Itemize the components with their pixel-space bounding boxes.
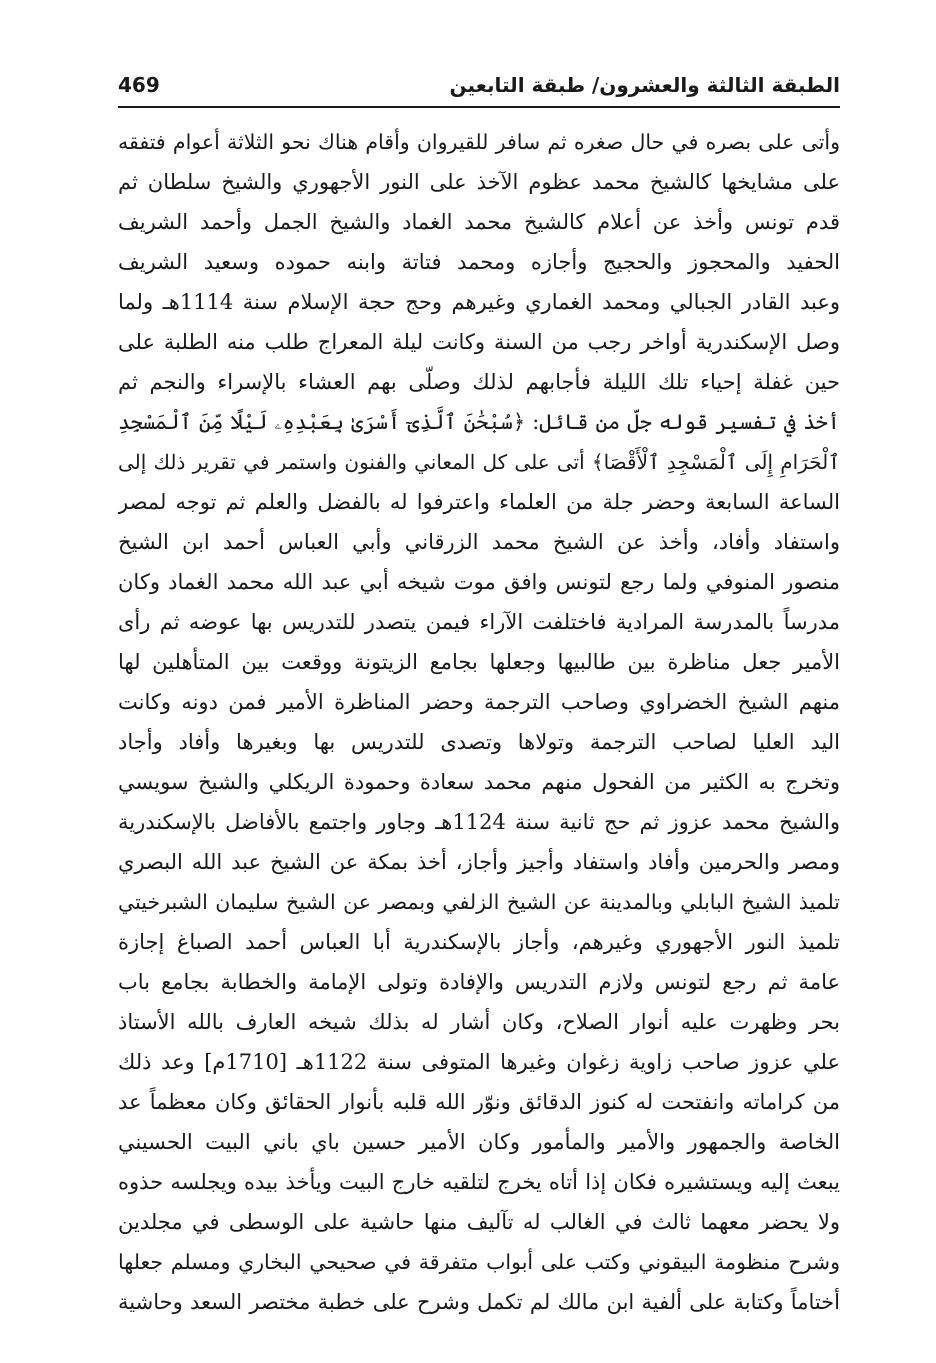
text-line: علي عزوز صاحب زاوية زغوان وغيرها المتوفى سنة 1122هـ [1710م] وعد ذلك <box>118 1050 840 1074</box>
text-line: أختاماً وكتابة على ألفية ابن مالك لم تكمل وشرح على خطبة مختصر السعد وحاشية <box>118 1290 840 1314</box>
text-line: عامة ثم رجع لتونس ولازم التدريس والإفادة وتولى الإمامة والخطابة بجامع باب <box>118 970 840 994</box>
text-line: مدرساً بالمدرسة المرادية فاختلفت الآراء فيمن يتصدر للتدريس بها عوضه ثم رأى <box>118 610 840 634</box>
text-line: الساعة السابعة وحضر جلة من العلماء واعترفوا له بالفضل والعلم ثم توجه لمصر <box>118 490 840 514</box>
text-line: حين غفلة إحياء تلك الليلة فأجابهم لذلك وصلّى بهم العشاء بالإسراء والنجم ثم <box>118 370 840 394</box>
text-line: منصور المنوفي ولما رجع لتونس وافق موت شيخه أبي عبد الله محمد الغماد وكان <box>118 570 840 594</box>
text-line: اليد العليا لصاحب الترجمة وتولاها وتصدى للتدريس بها وبغيرها وأفاد وأجاد <box>118 730 840 754</box>
header-rule <box>118 106 840 108</box>
text-line-quran: أخذ في تفسير قوله جلّ من قائل: ﴿سُبْحَٰنَ ٱلَّذِىٓ أَسْرَىٰ بِعَبْدِهِۦ لَيْلًا مِّنَ ٱلْمَسْجِدِ <box>118 410 840 434</box>
page-header <box>118 70 840 104</box>
body-text <box>118 122 840 1322</box>
text-line: ولا يحضر معهما ثالث في الغالب له تآليف منها حاشية على الوسطى في مجلدين <box>118 1210 840 1234</box>
text-line: وشرح منظومة البيقوني وكتب على أبواب متفرقة في صحيحي البخاري ومسلم جعلها <box>118 1250 840 1274</box>
text-line: يبعث إليه ويستشيره فكان إذا أتاه يخرج لتلقيه خارج البيت ويأخذ بيده ويجلسه حذوه <box>118 1170 840 1194</box>
text-line: تلميذ الشيخ البابلي وبالمدينة عن الشيخ الزلفي وبمصر عن الشيخ سليمان الشبرخيتي <box>118 890 840 914</box>
text-line: وصل الإسكندرية أواخر رجب من السنة وكانت ليلة المعراج طلب منه الطلبة على <box>118 330 840 354</box>
text-line: على مشايخها كالشيخ محمد عظوم الآخذ على النور الأجهوري والشيخ سلطان ثم <box>118 170 840 194</box>
text-line: الحفيد والمحجوز والحجيج وأجازه ومحمد فتاتة وابنه حموده وسعيد الشريف <box>118 250 840 274</box>
text-line: الخاصة والجمهور والأمير والمأمور وكان الأمير حسين باي باني البيت الحسيني <box>118 1130 840 1154</box>
text-line: بحر وظهرت عليه أنوار الصلاح، وكان أشار له بذلك شيخه العارف بالله الأستاذ <box>118 1010 840 1034</box>
text-line: واستفاد وأفاد، وأخذ عن الشيخ محمد الزرقاني وأبي العباس أحمد ابن الشيخ <box>118 530 840 554</box>
text-line: منهم الشيخ الخضراوي وصاحب الترجمة وحضر المناظرة الأمير فمن دونه وكانت <box>118 690 840 714</box>
text-line: ومصر والحرمين وأفاد واستفاد وأجيز وأجاز، أخذ بمكة عن الشيخ عبد الله البصري <box>118 850 840 874</box>
text-line: والشيخ محمد عزوز ثم حج ثانية سنة 1124هـ وجاور واجتمع بالأفاضل بالإسكندرية <box>118 810 840 834</box>
text-line: وأتى على بصره في حال صغره ثم سافر للقيروان وأقام هناك نحو الثلاثة أعوام فتفقه <box>118 130 840 154</box>
page-number: 469 <box>118 73 160 97</box>
text-line: وتخرج به الكثير من الفحول منهم محمد سعادة وحمودة الريكلي والشيخ سويسي <box>118 770 840 794</box>
text-line: الأمير جعل مناظرة بين طالبيها وجعلها بجامع الزيتونة ووقعت بين المتأهلين لها <box>118 650 840 674</box>
text-line: من كراماته وانفتحت له كنوز الدقائق ونوّر الله قلبه بأنوار الحقائق وكان معظماً عد <box>118 1090 840 1114</box>
text-line-quran: ٱلْحَرَامِ إِلَى ٱلْمَسْجِدِ ٱلْأَقْصَا﴾ أتى على كل المعاني والفنون واستمر في تقرير ذلك إلى <box>118 450 840 474</box>
text-line: وعبد القادر الجبالي ومحمد الغماري وغيرهم وحج حجة الإسلام سنة 1114هـ ولما <box>118 290 840 314</box>
text-line: تلميذ النور الأجهوري وغيرهم، وأجاز بالإسكندرية أبا العباس أحمد الصباغ إجازة <box>118 930 840 954</box>
running-title: الطبقة الثالثة والعشرون/ طبقة التابعين <box>449 73 840 97</box>
text-line: قدم تونس وأخذ عن أعلام كالشيخ محمد الغماد والشيخ الجمل وأحمد الشريف <box>118 210 840 234</box>
